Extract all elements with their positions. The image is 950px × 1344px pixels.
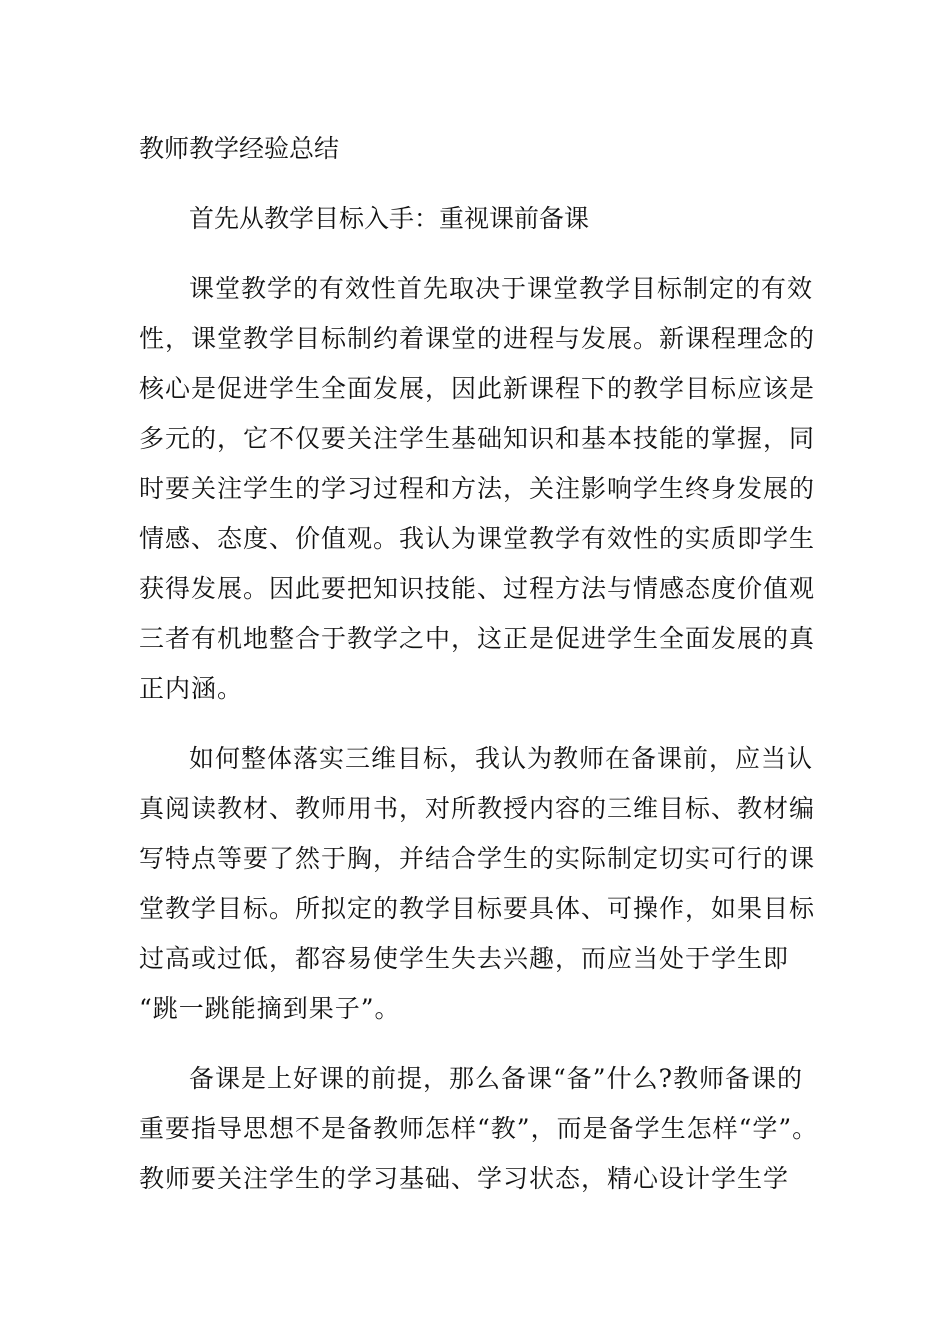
document-title: 教师教学经验总结 bbox=[139, 134, 340, 163]
document-page bbox=[139, 124, 819, 1224]
paragraph-3 bbox=[139, 1054, 819, 1204]
paragraph-line: 教师要关注学生的学习基础、学习状态，精心设计学生学 bbox=[139, 1164, 790, 1193]
paragraph-line: 多元的，它不仅要关注学生基础知识和基本技能的掌握，同 bbox=[139, 424, 816, 453]
paragraph-line: 如何整体落实三维目标，我认为教师在备课前，应当认 bbox=[189, 744, 814, 773]
paragraph-line: 正内涵。 bbox=[139, 674, 244, 703]
paragraph-line: 时要关注学生的学习过程和方法，关注影响学生终身发展的 bbox=[139, 474, 816, 503]
section-heading: 首先从教学目标入手：重视课前备课 bbox=[189, 204, 590, 233]
paragraph-line: 性，课堂教学目标制约着课堂的进程与发展。新课程理念的 bbox=[139, 324, 816, 353]
paragraph-line: 核心是促进学生全面发展，因此新课程下的教学目标应该是 bbox=[139, 374, 816, 403]
paragraph-line: 课堂教学的有效性首先取决于课堂教学目标制定的有效 bbox=[189, 274, 814, 303]
paragraph-2 bbox=[139, 734, 816, 1034]
paragraph-line: 堂教学目标。所拟定的教学目标要具体、可操作，如果目标 bbox=[139, 894, 816, 923]
paragraph-1 bbox=[139, 264, 816, 714]
paragraph-line: 情感、态度、价值观。我认为课堂教学有效性的实质即学生 bbox=[139, 524, 816, 553]
paragraph-line: 真阅读教材、教师用书，对所教授内容的三维目标、教材编 bbox=[139, 794, 816, 823]
paragraph-line: 三者有机地整合于教学之中，这正是促进学生全面发展的真 bbox=[139, 624, 816, 653]
paragraph-line: 写特点等要了然于胸，并结合学生的实际制定切实可行的课 bbox=[139, 844, 816, 873]
paragraph-line: 过高或过低，都容易使学生失去兴趣，而应当处于学生即 bbox=[139, 944, 790, 973]
paragraph-line: “跳一跳能摘到果子”。 bbox=[139, 994, 401, 1023]
paragraph-line: 重要指导思想不是备教师怎样“教”，而是备学生怎样“学”。 bbox=[139, 1114, 819, 1143]
paragraph-line: 获得发展。因此要把知识技能、过程方法与情感态度价值观 bbox=[139, 574, 816, 603]
paragraph-line: 备课是上好课的前提，那么备课“备”什么?教师备课的 bbox=[189, 1064, 803, 1093]
